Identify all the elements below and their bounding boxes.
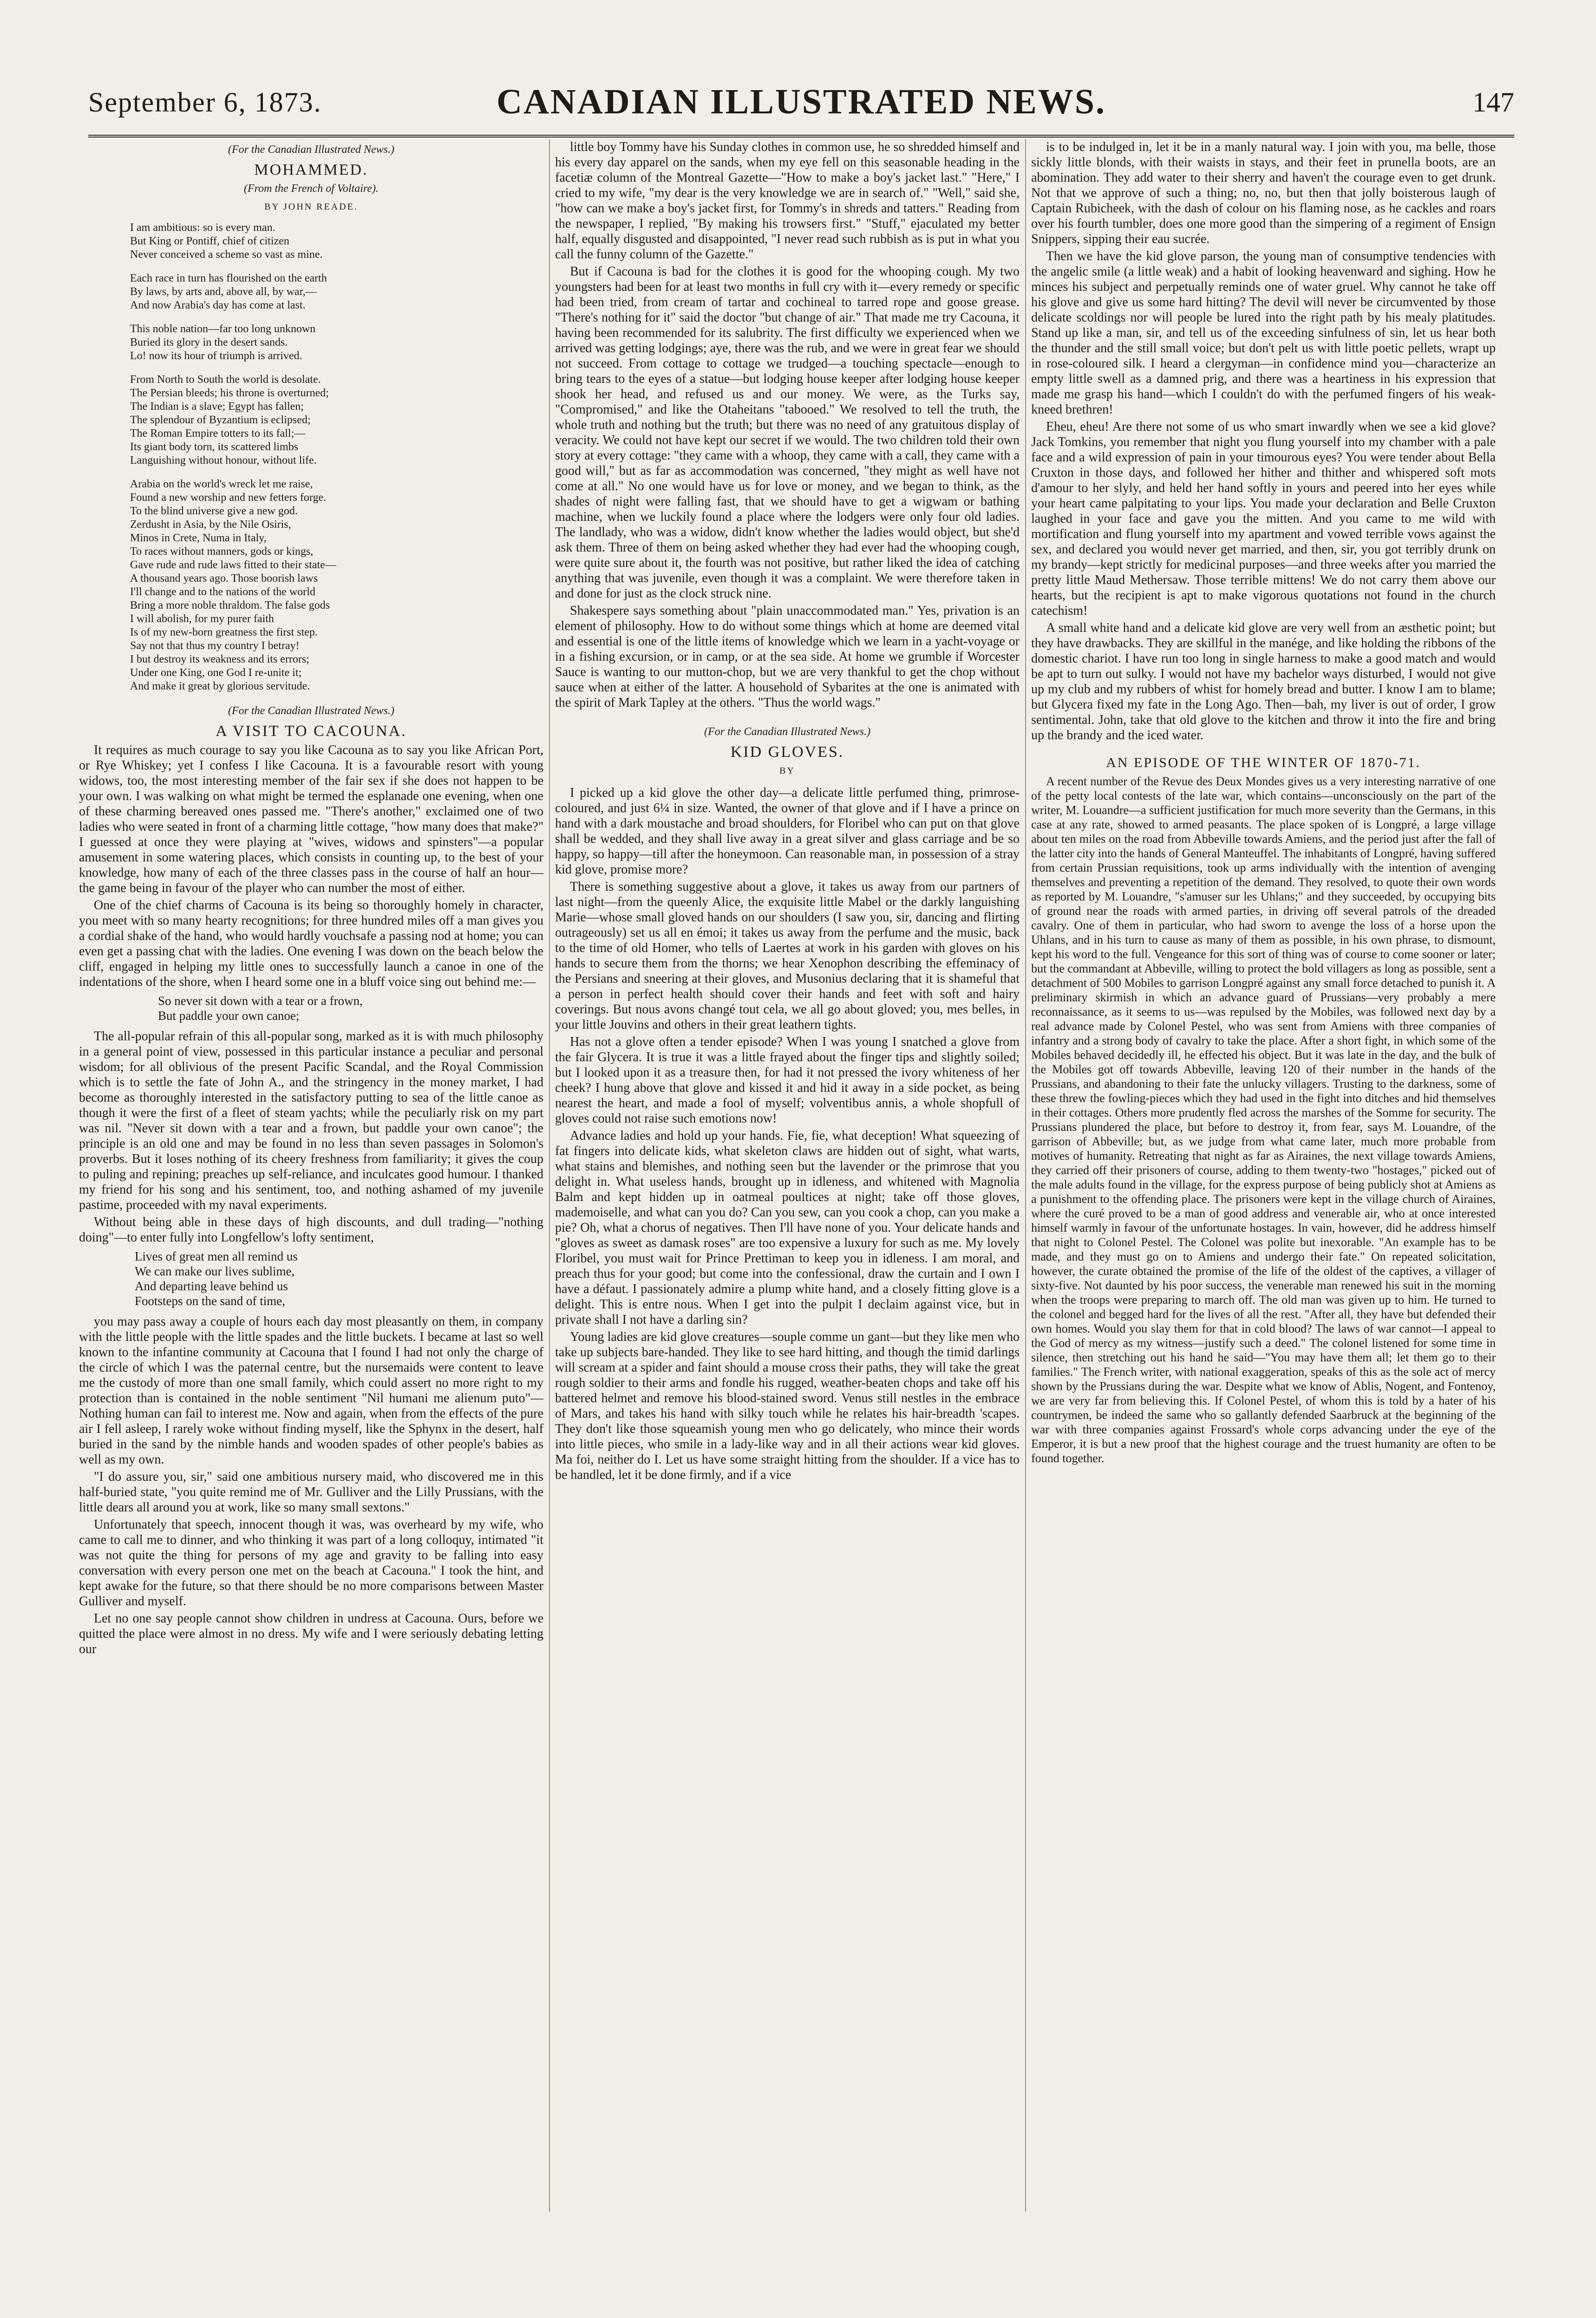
verse-line: Never conceived a scheme so vast as mine. [130,249,323,261]
column-3 [1031,139,1496,2221]
verse-line: Zerdusht in Asia, by the Nile Osiris, [130,519,291,531]
verse-line: But paddle your own canoe; [158,1009,300,1023]
article-credit: (For the Canadian Illustrated News.) [704,726,870,738]
article-title: KID GLOVES. [730,743,844,761]
paragraph: A small white hand and a delicate kid glove are very well from an æsthetic point; but they have drawbacks. They are skillful in the manége, and like holding the ribbons of the domestic chariot. I have run too long in single harness to make a good match and would be apt to turn out sulky. I would not have my bachelor ways disturbed, I would not give up my club and my rubbers of whist for homely bread and butter. I know I am to blame; but Glycera fixed my fate in the Long Ago. Then—bah, my liver is out of order, I grow sentimental. John, take that old glove to the kitchen and throw it into the fire and bring up the brandy and the iced water. [1031,621,1496,742]
verse-line: We can make our lives sublime, [135,1264,295,1278]
verse-line: The splendour of Byzantium is eclipsed; [130,414,311,426]
masthead-title: CANADIAN ILLUSTRATED NEWS. [497,82,1106,121]
paragraph: Shakespere says something about "plain unaccommodated man." Yes, privation is an element of philosophy. How to do without some things which at home are deemed vital and essential is one of the little items of knowledge which we learn in a yacht-voyage or in a fishing excursion, or in camp, or at the sea side. At home we grumble if Worcester Sauce is wanting to our mutton-chop, but we are very thankful to get the chop without sauce when at either of the latter. A household of Sybarites at the one is animated with the spirit of Mark Tapley at the others. "Thus the world wags." [555,604,1020,710]
paragraph: I picked up a kid glove the other day—a delicate little perfumed thing, primrose-coloured, and just 6¼ in size. Wanted, the owner of that glove and if I have a prince on hand with a dark moustache and broad shoulders, for Floribel who can put on that glove shall be wedded, and they shall live away in a great silver and glass carriage and be so happy, so happy—till after the honeymoon. Can reasonable man, in possession of a stray kid glove, promise more? [555,786,1020,877]
poem-subtitle: (From the French of Voltaire). [244,183,379,195]
article-title: A VISIT TO CACOUNA. [216,722,407,740]
page-header [88,70,1514,138]
paragraph: Without being able in these days of high discounts, and dull trading—"nothing doing"—to enter fully into Longfellow's lofty sentiment, [79,1215,543,1245]
verse-line: Bring a more noble thraldom. The false gods [130,599,330,611]
paragraph: One of the chief charms of Cacouna is its being so thoroughly homely in character, you meet with so many hearty recognitions; for three hundred miles off a man gives you a cordial shake of the hand, who would hardly vouchsafe a passing nod at home; you can even get a passing chat with the ladies. One evening I was down on the beach below the cliff, engaged in helping my little ones to successfully launch a canoe in one of the indentations of the shore, when I heard some one in a bluff voice sing out behind me:— [79,898,543,989]
verse-line: To the blind universe give a new god. [130,505,298,517]
paragraph: is to be indulged in, let it be in a manly natural way. I join with you, ma belle, those sickly little blonds, with their waists in stays, and their feet in prunella boots, are an abomination. They add water to their sherry and haven't the courage even to get drunk. Not that we approve of such a thing; no, no, but then that jolly boisterous laugh of Captain Rubicheek, with the dash of colour on his flaming nose, as he cackles and roars over his fourth tumbler, does one more good than the simpering of a regiment of Ensign Snippers, sipping their eau sucrée. [1031,140,1496,246]
song-quote [79,993,543,1023]
verse-line: The Persian bleeds; his throne is overturned; [130,387,329,399]
verse-line: I but destroy its weakness and its errors; [130,653,309,665]
poem-quote [79,1249,543,1308]
poem-byline: BY JOHN READE. [264,202,358,212]
poem-stanza [79,272,543,312]
verse-line: Languishing without honour, without life. [130,454,317,466]
poem-title: MOHAMMED. [254,161,368,178]
poem-stanza [79,322,543,363]
verse-line: Found a new worship and new fetters forge. [130,492,327,504]
verse-line: This noble nation—far too long unknown [130,323,316,335]
paragraph: "I do assure you, sir," said one ambitious nursery maid, who discovered me in this half-buried state, "you quite remind me of Mr. Gulliver and the Lilly Prussians, with the little dears all around you at work, like so many small sextons." [79,1470,543,1515]
article-body [79,1029,543,1245]
paragraph: It requires as much courage to say you like Cacouna as to say you like African Port, or Rye Whiskey; yet I confess I like Cacouna. It is a favourable resort with young widows, too, the most interesting member of the fair sex if she does not happen to be your own. I was walking on what might be termed the esplanade one evening, when one of these charming bereaved ones passed me. "There's another," exclaimed one of two ladies who were seated in front of a charming little cottage, "how many does that make?" I guessed at once they were playing at "wives, widows and spinsters"—a popular amusement in some watering places, which consists in counting up, to the best of your knowledge, how many of each of the three classes pass in the course of half an hour—the game being in favour of the player who can number the most of either. [79,743,543,895]
paragraph: Then we have the kid glove parson, the young man of consumptive tendencies with the angelic smile (a little weak) and a habit of looking heavenward and sighing. How he minces his subject and perpetually reminds one of water gruel. Why cannot he take off his glove and give us some hard hitting? The devil will never be circumvented by those delicate scoldings nor will people be lured into the right path by his mealy platitudes. Stand up like a man, sir, and tell us of the exceeding sinfulness of sin, let us hear both the thunder and the still small voice; but don't pelt us with little poetic pellets, wrapt up in rose-coloured silk. I heard a clergyman—in confidence mind you—characterize an empty little swell as a damned prig, and there was a heartiness in his expression that made me grasp his hand—which I couldn't do with the perfumed fingers of his weak-kneed brethren! [1031,249,1496,417]
article-body [1031,774,1496,1465]
column-1 [79,139,543,2221]
paragraph: The all-popular refrain of this all-popular song, marked as it is with much philosophy in a general point of view, possessed in this particular instance a peculiar and personal wisdom; for all oblivious of the present Pacific Scandal, and the Royal Commission which is to settle the fate of John A., and the stringency in the money market, I had become as thoroughly interested in the satisfactory putting to sea of the little canoe as though it were the first of a fleet of steam yachts; while the peculiarly risk on my part was nil. "Never sit down with a tear and a frown, but paddle your own canoe"; the principle is an old one and may be found in no less than seven passages in Solomon's proverbs. But it loses nothing of its cheery freshness from familiarity; it gives the coup to puling and repining; preaches up self-reliance, and inculcates good humour. I thanked my friend for his song and his sentiment, too, and nothing ashamed of my juvenile pastime, proceeded with my naval experiments. [79,1029,543,1212]
poem-stanza [79,373,543,467]
column-divider [549,139,550,2212]
article-continuation [1031,139,1496,743]
paragraph: Unfortunately that speech, innocent though it was, was overheard by my wife, who came to call me to dinner, and who thinking it was part of a long colloquy, intimated "it was not quite the thing for persons of my age and gravity to be falling into easy conversation with every person one met on the beach at Cacouna." I took the hint, and kept awake for the future, so that there should be no more comparisons between Master Gulliver and myself. [79,1517,543,1609]
article-body [79,1314,543,1657]
verse-line: Say not that thus my country I betray! [130,640,300,652]
paragraph: Young ladies are kid glove creatures—souple comme un gant—but they like men who take up subjects bare-handed. They like to see hard hitting, and though the timid darlings will scream at a spider and faint should a mouse cross their paths, they will take the great rough soldier to their arms and fondle his rugged, weather-beaten chops and take off his battered helmet and remove his blood-stained sword. Venus still nestles in the embrace of Mars, and takes his hand with silky touch while he relates his hair-breadth 'scapes. They don't like those squeamish young men who go delicately, who mince their words into little pieces, who smile in a lady-like way and in all their actions wear kid gloves. Ma foi, neither do I. Let us have some straight hitting from the shoulder. If a vice has to be handled, let it be done firmly, and if a vice [555,1330,1020,1482]
verse-line: The Indian is a slave; Egypt has fallen; [130,401,304,413]
verse-line: Its giant body torn, its scattered limbs [130,441,298,453]
verse-line: And now Arabia's day has come at last. [130,299,306,311]
paragraph: A recent number of the Revue des Deux Mondes gives us a very interesting narrative of one of the petty local contests of the late war, which contains—unconsciously on the part of the writer, M. Louandre—a sufficient justification for much more severity than the Germans, in this case at any rate, showed to armed peasants. The place spoken of is Longpré, a large village about ten miles on the road from Abbeville towards Amiens, and the period just after the fall of the latter city into the hands of General Manteuffel. The inhabitants of Longpré, having suffered from certain Prussian requisitions, took up arms individually with the intention of avenging themselves and preventing a repetition of the demand. They resolved, to quote their own words as reported by M. Louandre, "s'amuser sur les Uhlans;" and they succeeded, by occupying bits of ground near the roads with armed parties, in driving off several patrols of the dreaded cavalry. One of them in particular, who had sworn to avenge the loss of a horse upon the Uhlans, and in his turn to cause as many of them as possible, in his own phrase, to dismount, kept his word to the full. Vengeance for this sort of thing was of course to come sooner or later; but the commandant at Abbeville, willing to protect the bold villagers as long as possible, sent a detachment of 500 Mobiles to garrison Longpré against any small force detached to punish it. A preliminary skirmish in which an advance guard of Prussians—very probably a mere reconnaissance, as it seems to us—was repulsed by the Mobiles, was followed next day by a real advance made by Colonel Pestel, who was sent from Amiens with three companies of infantry and a strong body of cavalry to take the place. After a short fight, in which some of the Mobiles behaved decidedly ill, he effected his object. But it was late in the day, and the bulk of the Mobiles got off towards Abbeville, leaving 120 of their number in the hands of the Prussians, and abandoning to their fate the unlucky villagers. Trusting to the darkness, some of these threw the fowling-pieces which they had used in the fight into ditches and hid themselves in their cottages. Others more prudently fled across the marshes of the Somme for security. The Prussians plundered the place, but before to destroy it, from fear, says M. Louandre, of the garrison of Abbeville; but, as we judge from what came later, much more probable from motives of humanity. Retreating that night as far as Airaines, the next village towards Amiens, they carried off their prisoners of course, adding to them twenty-two "hostages," picked out of the male adults found in the village, for the express purpose of being publicly shot at Amiens as a punishment to the offending place. The prisoners were kept in the village church of Airaines, where the curé proved to be a man of good address and venerable air, who at once interested himself warmly in favour of the unfortunate hostages. In vain, however, did he address himself that night to Colonel Pestel. The Colonel was polite but inexorable. "An example has to be made, and they must go on to Amiens and undergo their fate." On repeated solicitation, however, the curate obtained the promise of the life of the oldest of the captives, a villager of sixty-five. Not daunted by his poor success, the venerable man renewed his suit in the morning when the troops were preparing to march off. The old man was given up to him. He turned to the colonel and begged hard for the lives of all the rest. "After all, they have but defended their own homes. Would you slay them for that in cold blood? The laws of war cannot—I appeal to the God of mercy as my witness—justify such a deed." The colonel listened for some time in silence, then stretching out his hand he said—"You may have them all; let them go to their families." The French writer, with national exaggeration, speaks of this as the sole act of mercy shown by the Prussians during the war. Despite what we know of Ablis, Nogent, and Fontenoy, we are very far from believing this. If Colonel Pestel, of whom this is told by a hater of his countrymen, be indeed the same who so gallantly defended Saarbruck at the beginning of the war with three companies against Frossard's whole corps advancing under the eye of the Emperor, it is but a new proof that the highest courage and the truest humanity are often to be found together. [1031,775,1496,1465]
verse-line: Arabia on the world's wreck let me raise, [130,478,313,490]
verse-line: So never sit down with a tear or a frown, [158,994,363,1008]
verse-line: To races without manners, gods or kings, [130,545,314,558]
verse-line: And make it great by glorious servitude. [130,680,310,692]
verse-line: Lives of great men all remind us [135,1249,298,1263]
poem-body [79,221,543,693]
article-byline: BY [779,766,795,776]
verse-line: Gave rude and rude laws fitted to their state— [130,559,336,571]
verse-line: The Roman Empire totters to its fall;— [130,427,306,440]
paragraph: Let no one say people cannot show children in undress at Cacouna. Ours, before we quitted the place were almost in no dress. My wife and I were seriously debating letting our [79,1611,543,1656]
paragraph: little boy Tommy have his Sunday clothes in common use, he so shredded himself and his every day apparel on the sands, when my eye fell on this seasonable heading in the facetiæ column of the Montreal Gazette—"How to make a boy's jacket last." "Here," I cried to my wife, "my dear is the very knowledge we are in search of." "Well," said she, "how can we make a boy's jacket first, for Tommy's in shreds and tatters." Reading from the newspaper, I replied, "By making his trowsers first." "Stuff," ejaculated my better half, equally disgusted and disappointed, "I never read such rubbish as is put in what you call the funny column of the Gazette." [555,140,1020,262]
column-divider [1025,139,1026,2212]
column-2 [555,139,1020,2221]
paragraph: Advance ladies and hold up your hands. Fie, fie, what deception! What squeezing of fat fingers into delicate kids, what skeleton claws are hidden out of sight, what warts, what stains and blemishes, and nothing seen but the lavender or the primrose that you delight in. What useless hands, brought up in idleness, and whitened with Magnolia Balm and kept hidden up in oatmeal poultices at night; take off those gloves, mademoiselle, and what can you do? Can you sew, can you cook a chop, can you make a pie? Oh, what a chorus of negatives. Then I'll have none of you. Your delicate hands and "gloves as sweet as damask roses" are too expensive a luxury for such as me. My lovely Floribel, you must wait for Prince Prettiman to keep you in idleness. I am moral, and preach thus for your good; but come into the confessional, draw the curtain and I own I have a défaut. I passionately admire a plump white hand, and a closely fitting glove is a delight. This is entre nous. When I get into the pulpit I declaim against vice, but in private shall I not have a darling sin? [555,1129,1020,1327]
verse-line: A thousand years ago. Those boorish laws [130,572,318,584]
issue-date: September 6, 1873. [88,87,322,118]
paragraph: you may pass away a couple of hours each day most pleasantly on them, in company with the little people with the little spades and the little buckets. I became at last so well known to the infantine community at Cacouna that I found I had not only the charge of the circle of which I was the paternal centre, but the nursemaids were content to leave me the custody of more than one small family, which could assert no more right to my protection than is contained in the noble sentiment "Nil humani me alienum puto"—Nothing human can fail to interest me. Now and again, when from the effects of the pure air I fell asleep, I rarely woke without finding myself, like the Sphynx in the desert, half buried in the sand by the nimble hands and wooden spades of other people's babies as well as my own. [79,1314,543,1467]
paragraph: But if Cacouna is bad for the clothes it is good for the whooping cough. My two youngsters had been for at least two months in full cry with it—every remedy or specific had been tried, from cream of tartar and cochineal to tarred rope and goose grease. "There's nothing for it" said the doctor "but change of air." That made me try Cacouna, it having been recommended for its salubrity. The first difficulty we experienced when we arrived was getting lodgings; aye, there was the rub, and we were in great fear we should not succeed. From cottage to cottage we trudged—a touching spectacle—enough to bring tears to the eyes of a statue—but lodging house keeper after lodging house keeper shook her head, and refused us and our money. We were, as the Turks say, "Compromised," and like the Otaheitans "tabooed." We resolved to tell the truth, the whole truth and nothing but the truth; but there was no need of any gratuitous display of veracity. We could not have kept our secret if we would. The two children told their own story at every cottage: "they came with a whoop, they came with a call, they came with a good will," but as far as accommodation was concerned, "they might as well have not come at all." No one would have us for love or money, and we began to think, as the shades of night were falling fast, that we should have to get a wigwam or bathing machine, when we luckily found a place where the lodgers were only four old ladies. The landlady, who was a widow, didn't know whether the ladies would object, but she'd ask them. Three of them on being asked whether they had ever had the whooping cough, were quite sure about it, the fourth was not positive, but rather liked the idea of catching anything that was juvenile, even though it was a complaint. We were therefore taken in and done for just as the clock struck nine. [555,264,1020,601]
verse-line: By laws, by arts and, above all, by war,— [130,286,317,298]
paragraph: Eheu, eheu! Are there not some of us who smart inwardly when we see a kid glove? Jack Tomkins, you remember that night you flung yourself into my chamber with a pale face and a wild expression of pain in your timourous eyes? You were tender about Bella Cruxton in those days, and followed her hither and thither and whispered soft mots d'amour to her slyly, and held her hand softly in yours and peered into her eyes while your heart came palpitating to your lips. You made your declaration and Belle Cruxton laughed in your face and gave you the mitten. And you came to me wild with mortification and flung yourself into my apartment and vowed terrible vows against the sex, and declared you would never get married, and then, sir, you got terribly drunk on my brandy—kept strictly for medicinal purposes—and three weeks after you married the pretty little Maud Methersaw. Those terrible mittens! We do not carry them above our hearts, but the recipient is apt to make vigorous quotations not found in the church catechism! [1031,420,1496,618]
verse-line: I am ambitious: so is every man. [130,222,275,234]
verse-line: From North to South the world is desolate. [130,374,321,386]
verse-line: Lo! now its hour of triumph is arrived. [130,350,302,362]
article-body [555,785,1020,1483]
paragraph: Has not a glove often a tender episode? When I was young I snatched a glove from the fair Glycera. It is true it was a little frayed about the finger tips and slightly soiled; but I looked upon it as a treasure then, for had it not pressed the ivory whiteness of her cheek? I hung above that glove and kissed it and hid it away in a side pocket, as being nearest the heart, and made a fool of myself; volventibus annis, a whole shopfull of gloves could not raise such emotions now! [555,1035,1020,1126]
verse-line: Buried its glory in the desert sands. [130,336,288,348]
verse-line: I'll change and to the nations of the world [130,586,315,598]
article-body [79,742,543,990]
verse-line: Each race in turn has flourished on the earth [130,272,327,284]
verse-line: Footsteps on the sand of time, [135,1294,285,1308]
verse-line: Under one King, one God I re-unite it; [130,667,302,679]
verse-line: Is of my new-born greatness the first step. [130,626,318,638]
article-continuation [555,139,1020,710]
poem-credit: (For the Canadian Illustrated News.) [228,144,394,156]
page-number: 147 [1472,87,1514,118]
article-credit: (For the Canadian Illustrated News.) [228,705,394,717]
paragraph: There is something suggestive about a glove, it takes us away from our partners of last night—from the queenly Alice, the exquisite little Mabel or the darkly languishing Marie—whose small gloved hands on our shoulders (I saw you, sir, dancing and flirting outrageously) set us all en émoi; it takes us away from the perfume and the music, back to the time of old Homer, who tells of Laertes at work in his garden with gloves on his hands to secure them from the thorns; we hear Xenophon describing the effeminacy of the Persians and sneering at their gloves, and Musonius declaring that it is shameful that a person in perfect health should cover their hands and feet with soft and hairy coverings. But nous avons changé tout cela, we all go about gloved; you, mes belles, in your little Jouvins and others in their great leathern tights. [555,880,1020,1032]
poem-stanza [79,478,543,693]
verse-line: But King or Pontiff, chief of citizen [130,235,289,247]
verse-line: I will abolish, for my purer faith [130,613,274,625]
poem-stanza [79,221,543,262]
verse-line: And departing leave behind us [135,1279,288,1293]
verse-line: Minos in Crete, Numa in Italy, [130,532,267,544]
article-title: AN EPISODE OF THE WINTER OF 1870-71. [1106,755,1421,770]
